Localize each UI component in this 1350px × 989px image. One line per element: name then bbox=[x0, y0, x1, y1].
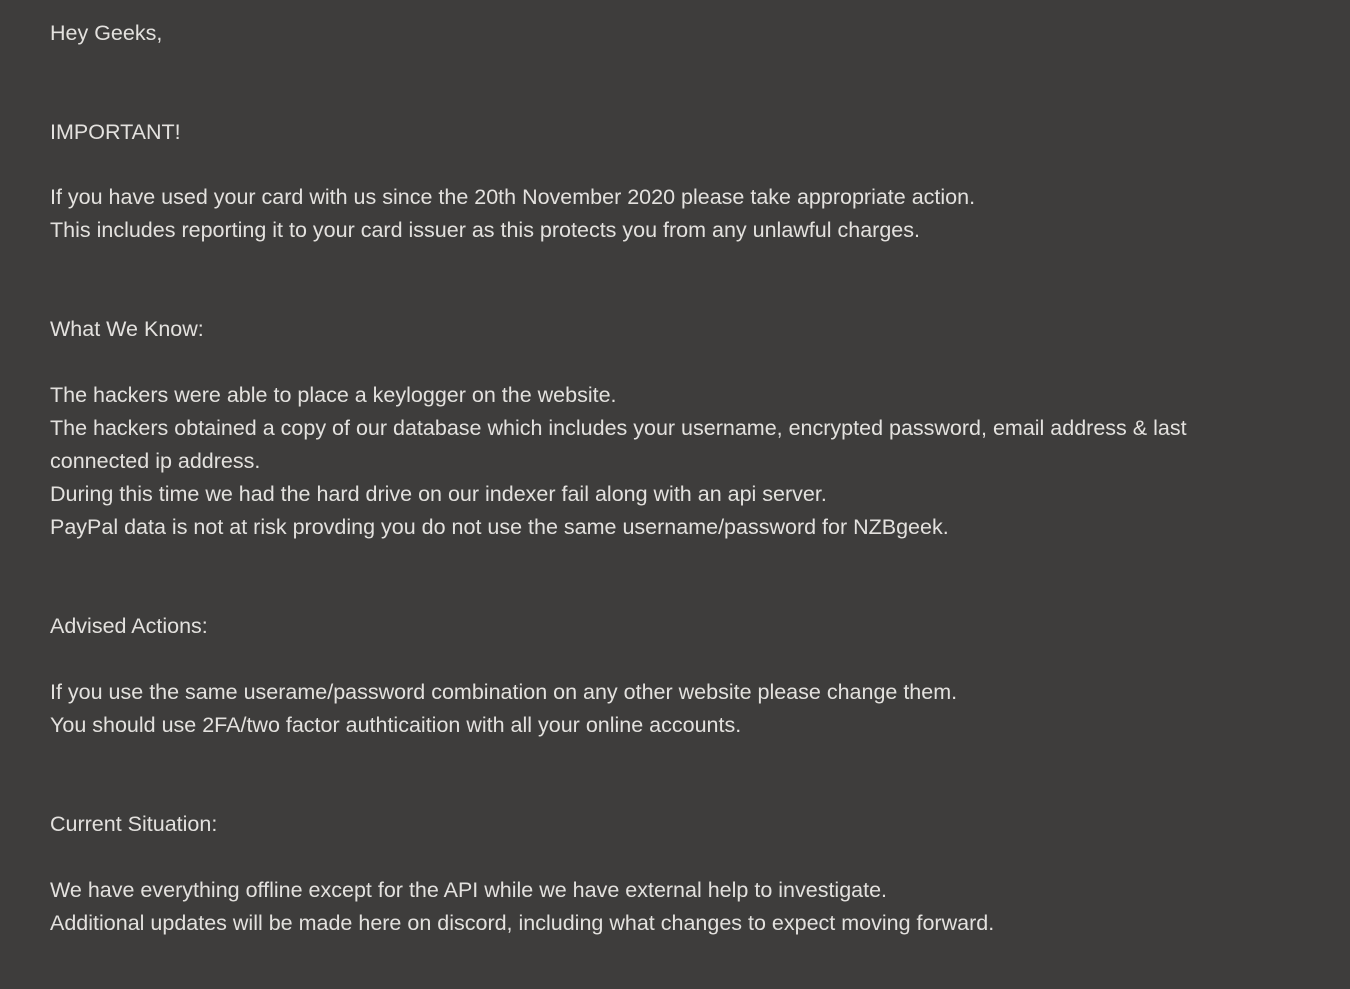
advised-actions-line-2: You should use 2FA/two factor authticaition with all your online accounts. bbox=[50, 713, 742, 737]
current-situation-line-2: Additional updates will be made here on discord, including what changes to expect moving forward. bbox=[50, 911, 995, 935]
advised-actions-line-1: If you use the same userame/password combination on any other website please change them. bbox=[50, 680, 958, 704]
current-situation-heading: Current Situation: bbox=[50, 812, 218, 836]
card-notice-line-2: This includes reporting it to your card issuer as this protects you from any unlawful charges. bbox=[50, 218, 920, 242]
advised-actions-heading: Advised Actions: bbox=[50, 614, 208, 638]
card-notice-line-1: If you have used your card with us since the 20th November 2020 please take appropriate action. bbox=[50, 185, 976, 209]
what-we-know-line-4: PayPal data is not at risk provding you do not use the same username/password for NZBgeek. bbox=[50, 515, 949, 539]
important-heading: IMPORTANT! bbox=[50, 120, 181, 144]
greeting-text: Hey Geeks, bbox=[50, 21, 163, 45]
what-we-know-heading: What We Know: bbox=[50, 317, 204, 341]
what-we-know-line-3: During this time we had the hard drive on our indexer fail along with an api server. bbox=[50, 482, 827, 506]
current-situation-line-1: We have everything offline except for the API while we have external help to investigate. bbox=[50, 878, 888, 902]
what-we-know-line-2: The hackers obtained a copy of our database which includes your username, encrypted password, email address & last connected ip address. bbox=[50, 416, 1187, 473]
what-we-know-line-1: The hackers were able to place a keylogger on the website. bbox=[50, 383, 617, 407]
